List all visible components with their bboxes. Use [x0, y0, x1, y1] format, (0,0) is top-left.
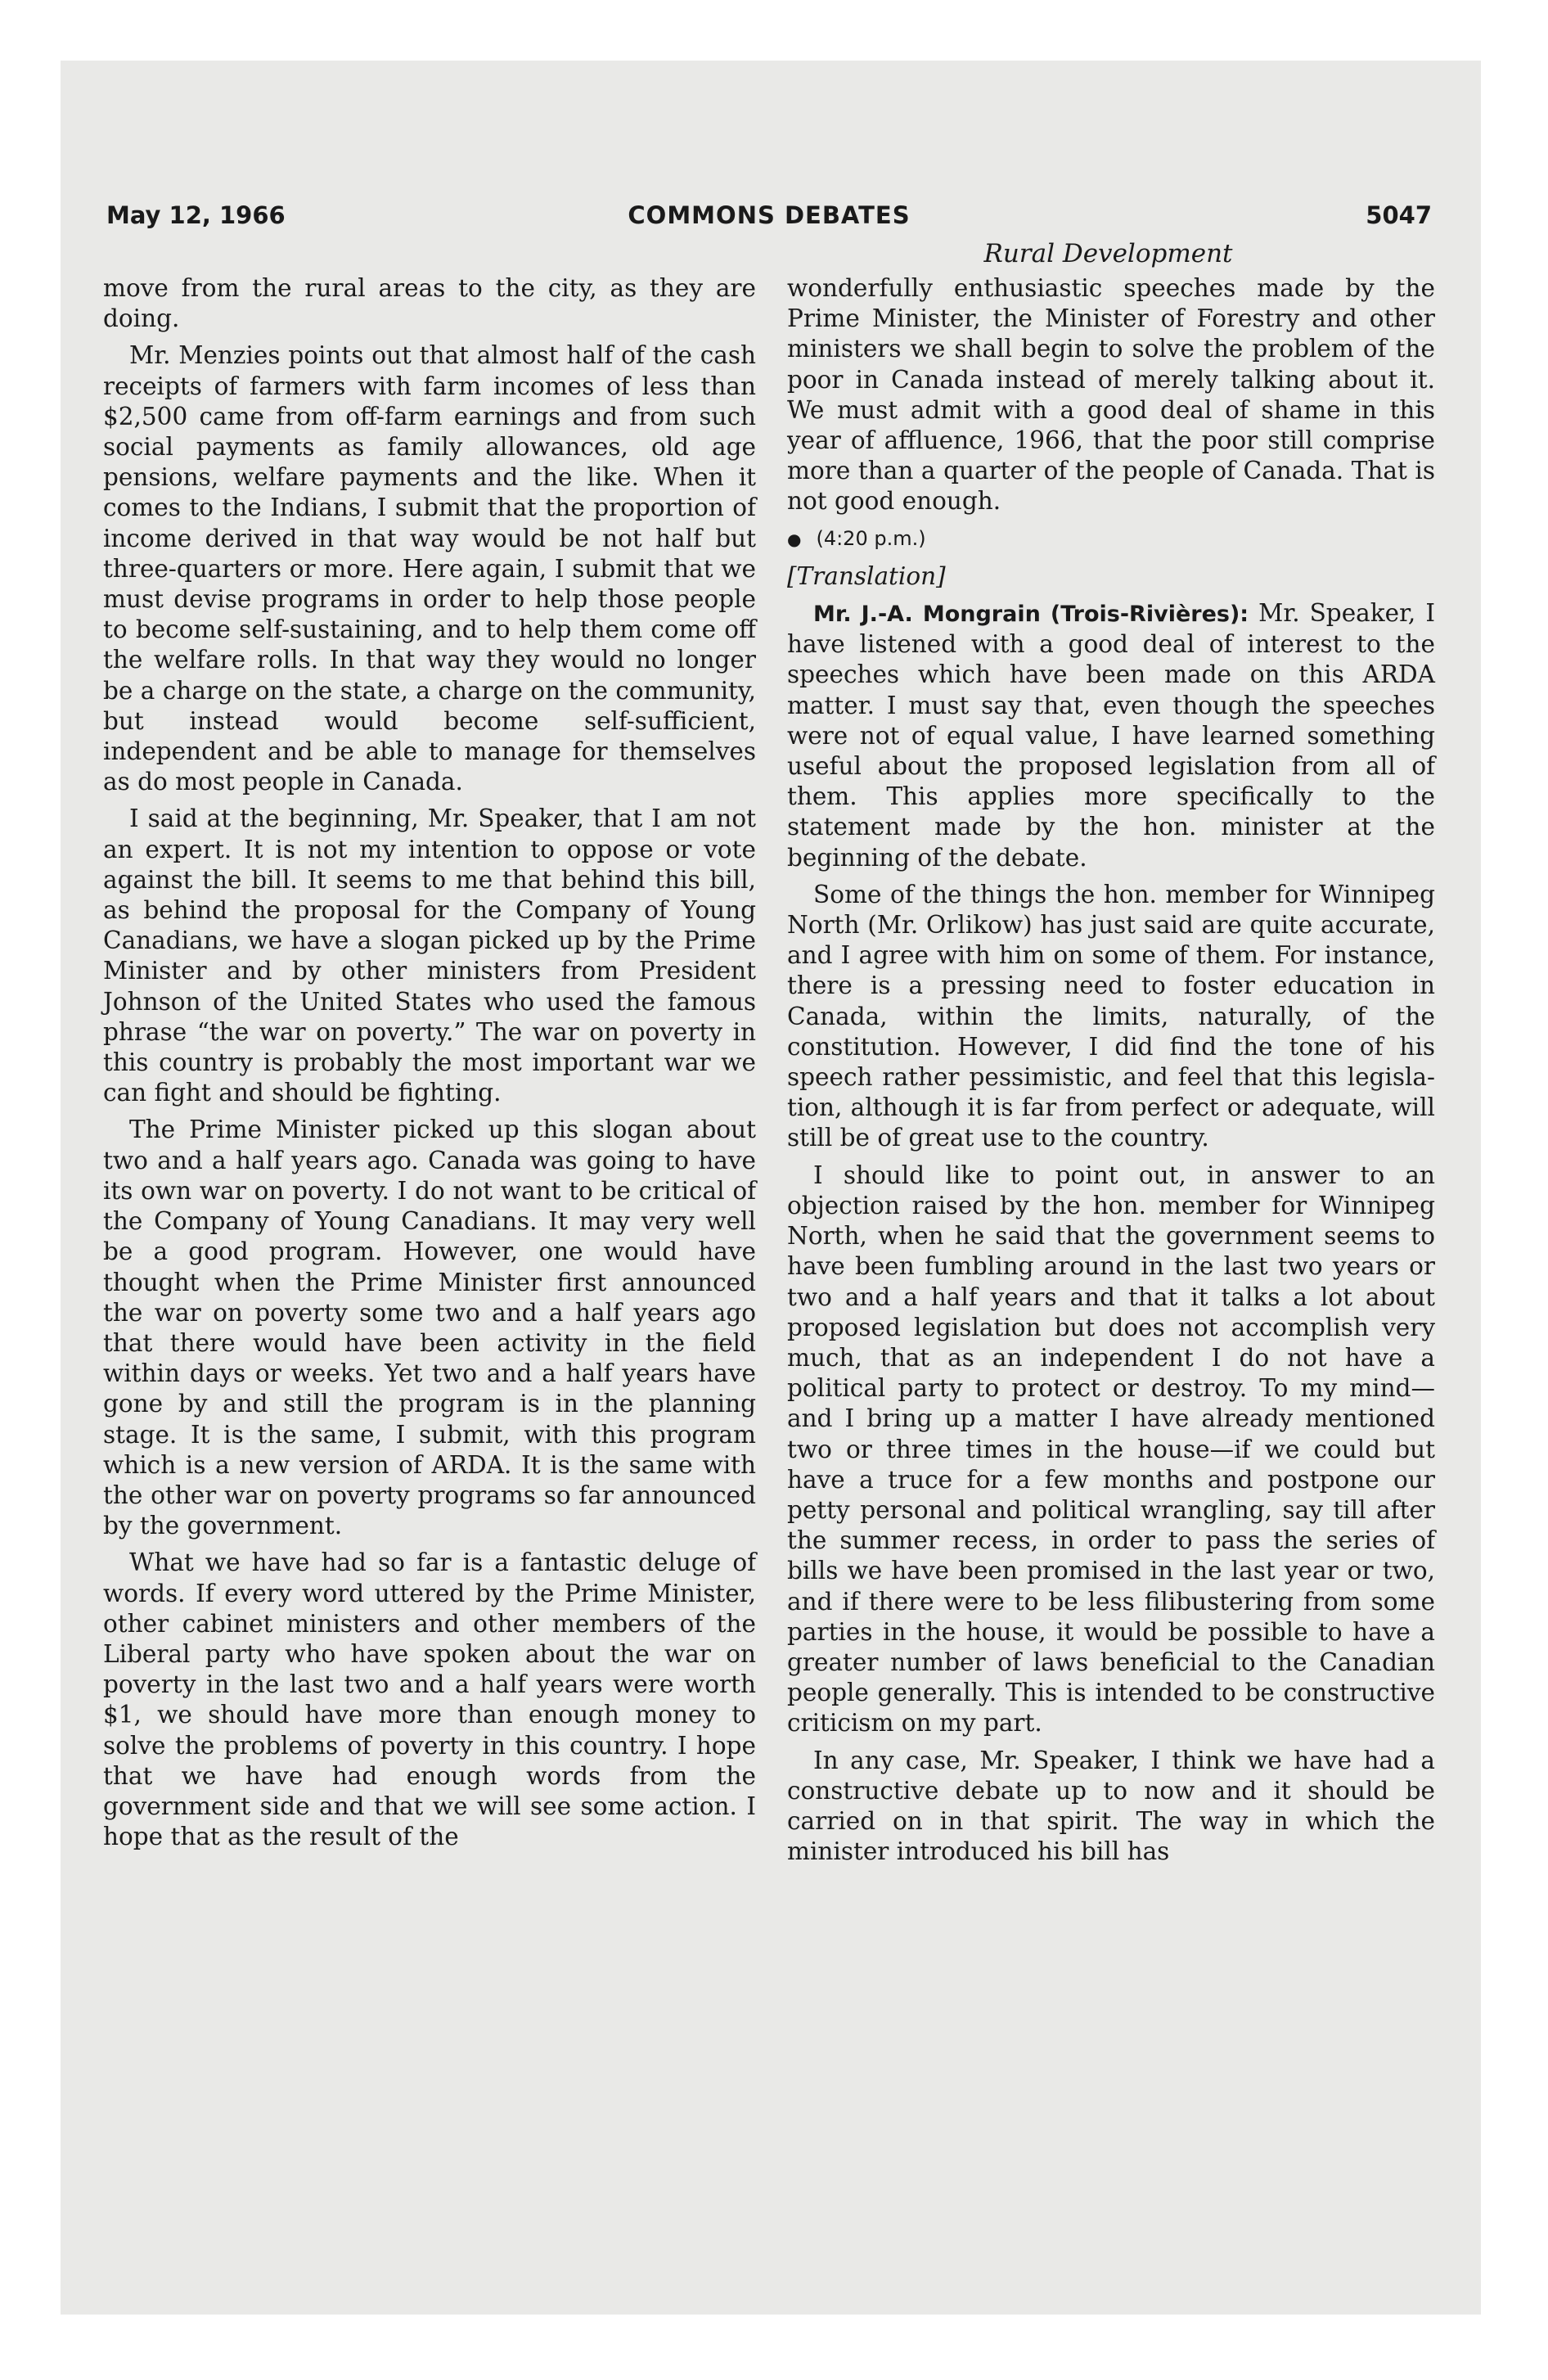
paragraph: I should like to point out, in answer to an objection raised by the hon. member for Winnipeg North, when he said that the government seems to have been fumbling around in the last two years or two and a half years and that it talks a lot about proposed legislation but does not accomplish very much, that as an independent I do not have a political party to protect or destroy. To my mind— and I bring up a matter I have already mentioned two or three times in the house—if we could but have a truce for a few months and postpone our petty personal and political wrangling, say till after the summer recess, in order to pass the series of bills we have been promised in the last year or two, and if there were to be less filibustering from some parties in the house, it would be possible to have a greater number of laws beneficial to the Canadian people generally. This is intended to be constructive criticism on my part. [787, 1161, 1435, 1738]
header-page-number: 5047 [1366, 201, 1432, 229]
paragraph: Some of the things the hon. member for Winnipeg North (Mr. Orlikow) has just said are quite accurate, and I agree with him on some of them. For instance, there is a pressing need to foster education in Canada, within the limits, naturally, of the constitution. However, I did find the tone of his speech rather pessimistic, and feel that this legislation, although it is far from perfect or adequate, will still be of great use to the country. [787, 880, 1435, 1152]
paragraph: In any case, Mr. Speaker, I think we have had a constructive debate up to now and it should be carried on in that spirit. The way in which the minister introduced his bill has [787, 1746, 1435, 1866]
time-stamp [787, 524, 1435, 555]
speaker-text: Mr. Speaker, I have listened with a good deal of interest to the speeches which have been made on this ARDA matter. I must say that, even though the speeches were not of equal value, I have learned something useful about the proposed legislation from all of them. This applies more specifically to the statement made by the hon. minister at the beginning of the debate. [787, 599, 1435, 872]
left-column [103, 273, 756, 1859]
right-column [787, 273, 1435, 1873]
section-heading: Rural Development [983, 239, 1233, 268]
speaker-paragraph [787, 598, 1435, 873]
time-text: (4:20 p.m.) [816, 526, 926, 550]
speaker-name: Mr. J.-A. Mongrain (Trois-Rivières): [813, 602, 1249, 628]
paragraph: wonderfully enthusiastic speeches made by the Prime Minister, the Minister of Forestry and other ministers we shall begin to solve the problem of the poor in Canada instead of merely talking about it. We must admit with a good deal of shame in this year of affluence, 1966, that the poor still comprise more than a quarter of the people of Canada. That is not good enough. [787, 274, 1435, 516]
paragraph: move from the rural areas to the city, as they are doing. [103, 274, 756, 333]
paragraph: I said at the beginning, Mr. Speaker, that I am not an expert. It is not my intention to oppose or vote against the bill. It seems to me that behind this bill, as behind the proposal for the Company of Young Canadians, we have a slogan picked up by the Prime Minister and by other ministers from President Johnson of the United States who used the famous phrase “the war on poverty.” The war on poverty in this country is probably the most important war we can fight and should be fighting. [103, 805, 756, 1107]
page-header [106, 201, 1432, 239]
header-date: May 12, 1966 [106, 201, 286, 229]
header-title: COMMONS DEBATES [628, 201, 911, 229]
paragraph: The Prime Minister picked up this slogan about two and a half years ago. Canada was going to have its own war on poverty. I do not want to be critical of the Company of Young Canadians. It may very well be a good program. However, one would have thought when the Prime Minister first announced the war on poverty some two and a half years ago that there would have been activity in the field within days or weeks. Yet two and a half years have gone by and still the program is in the planning stage. It is the same, I submit, with this program which is a new version of ARDA. It is the same with the other war on poverty programs so far announced by the government. [103, 1116, 756, 1540]
translation-label: [Translation] [787, 561, 946, 590]
paragraph: What we have had so far is a fantastic deluge of words. If every word uttered by the Prime Minister, other cabinet ministers and other members of the Liberal party who have spoken about the war on poverty in the last two and a half years were worth $1, we should have more than enough money to solve the problems of poverty in this country. I hope that we have had enough words from the government side and that we will see some action. I hope that as the result of the [103, 1548, 756, 1851]
paragraph: Mr. Menzies points out that almost half of the cash receipts of farmers with farm incomes of less than $2,500 came from off-farm earnings and from such social payments as family allowances, old age pensions, welfare payments and the like. When it comes to the Indians, I submit that the proportion of income derived in that way would be not half but three-quarters or more. Here again, I submit that we must devise programs in order to help those people to become self-sustaining, and to help them come off the welfare rolls. In that way they would no longer be a charge on the state, a charge on the community, but instead would become self-sufficient, independent and be able to manage for themselves as do most people in Canada. [103, 341, 756, 796]
bullet-icon: ● [787, 529, 802, 549]
